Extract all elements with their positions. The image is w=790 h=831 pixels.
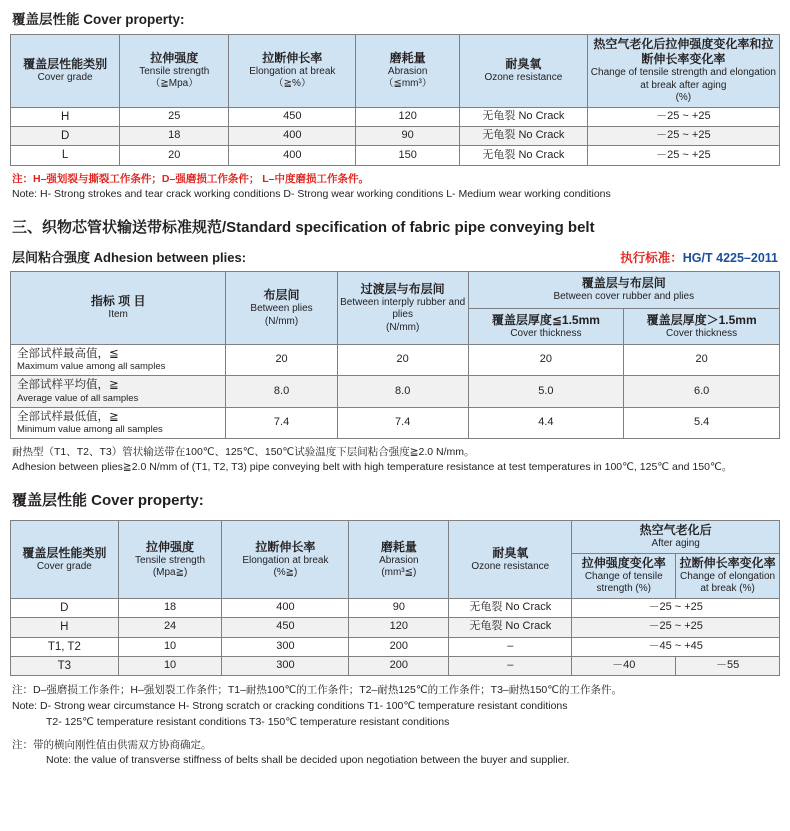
cell-aging-merged: －25 ~ +25 (572, 598, 780, 617)
table-header-row (11, 521, 780, 554)
cell-thickness-gt: 5.4 (624, 407, 780, 438)
cover-property-table-1 (10, 34, 780, 166)
adhesion-table (10, 271, 780, 439)
cell-grade: H (11, 618, 119, 637)
cell-tensile: 18 (120, 126, 229, 145)
standard-code (620, 248, 778, 266)
cell-thickness-le: 20 (468, 345, 624, 376)
cell-aging: －25 ~ +25 (587, 146, 779, 165)
table-header-row (11, 35, 780, 108)
col-ozone-resistance: 耐臭氧 Ozone resistance (460, 35, 588, 108)
cell-between-plies: 7.4 (226, 407, 338, 438)
cell-tensile: 18 (118, 598, 222, 617)
cell-abrasion: 200 (349, 637, 449, 656)
cell-ozone: – (449, 637, 572, 656)
cell-ozone: 无龟裂 No Crack (449, 598, 572, 617)
col-aging-tensile-change: 拉伸强度变化率 Change of tensile strength (%) (572, 553, 676, 598)
col-tensile-strength: 拉伸强度 Tensile strength （≧Mpa） (120, 35, 229, 108)
table-row (11, 407, 780, 438)
cell-abrasion: 120 (356, 107, 460, 126)
adhesion-subtitle: 层间粘合强度 Adhesion between plies: (12, 250, 247, 266)
table-row (11, 376, 780, 407)
cell-aging-tensile: －40 (572, 656, 676, 675)
section3-note-2 (12, 738, 780, 770)
cell-elongation: 300 (222, 637, 349, 656)
cell-tensile: 10 (118, 637, 222, 656)
note-cn-text: 注：H–强划裂与撕裂工作条件；D–强磨损工作条件； L–中度磨损工作条件。 (12, 172, 370, 185)
col-tensile-strength: 拉伸强度 Tensile strength (Mpa≧) (118, 521, 222, 599)
col-abrasion: 磨耗量 Abrasion （≦mm³） (356, 35, 460, 108)
section2-title: 三、织物芯管状输送带标准规范/Standard specification of fabric pipe conveying belt (12, 219, 595, 237)
col-cover-and-plies: 覆盖层与布层间 Between cover rubber and plies (468, 272, 779, 309)
cell-abrasion: 90 (356, 126, 460, 145)
cell-tensile: 25 (120, 107, 229, 126)
cell-thickness-le: 4.4 (468, 407, 624, 438)
cell-elongation: 450 (229, 107, 356, 126)
cell-between-plies: 8.0 (226, 376, 338, 407)
standard-value: HG/T 4225–2011 (682, 251, 778, 266)
cell-elongation: 400 (222, 598, 349, 617)
cell-ozone: 无龟裂 No Crack (449, 618, 572, 637)
section3-title: 覆盖层性能 Cover property: (12, 492, 204, 510)
section1-title: 覆盖层性能 Cover property: (12, 12, 185, 27)
cell-ozone: 无龟裂 No Crack (460, 146, 588, 165)
col-interply-rubber: 过渡层与布层间 Between interply rubber and plies (N/mm) (337, 272, 468, 345)
cell-abrasion: 90 (349, 598, 449, 617)
cell-aging-merged: －25 ~ +25 (572, 618, 780, 637)
col-item: 指标 项 目 Item (11, 272, 226, 345)
note2-cn-text: 注：带的横向刚性值由供需双方协商确定。 (12, 738, 212, 751)
cell-thickness-le: 5.0 (468, 376, 624, 407)
cell-elongation: 450 (222, 618, 349, 637)
cover-property-table-2 (10, 520, 780, 676)
col-ozone-resistance: 耐臭氧 Ozone resistance (449, 521, 572, 599)
section2-note (12, 445, 780, 475)
note-en-text-line2: T2- 125℃ temperature resistant conditions T3- 150℃ temperature resistant conditions (46, 715, 450, 728)
col-cover-grade: 覆盖层性能类别 Cover grade (11, 35, 120, 108)
cell-aging: －25 ~ +25 (587, 107, 779, 126)
cell-between-plies: 20 (226, 345, 338, 376)
col-elongation-at-break: 拉断伸长率 Elongation at break （≧%） (229, 35, 356, 108)
cell-ozone: 无龟裂 No Crack (460, 107, 588, 126)
cell-thickness-gt: 20 (624, 345, 780, 376)
note-cn-text: 注：D–强磨损工作条件；H–强划裂工作条件；T1–耐热100℃的工作条件；T2–耐热125℃的工作条件；T3–耐热150℃的工作条件。 (12, 684, 623, 697)
cell-interply: 8.0 (337, 376, 468, 407)
cell-elongation: 400 (229, 126, 356, 145)
cell-ozone: 无龟裂 No Crack (460, 126, 588, 145)
table-row (11, 107, 780, 126)
cell-interply: 20 (337, 345, 468, 376)
col-cover-grade: 覆盖层性能类别 Cover grade (11, 521, 119, 599)
col-after-aging: 热空气老化后 After aging (572, 521, 780, 554)
cell-thickness-gt: 6.0 (624, 376, 780, 407)
table-row (11, 637, 780, 656)
cell-interply: 7.4 (337, 407, 468, 438)
cell-abrasion: 200 (349, 656, 449, 675)
cell-grade: D (11, 126, 120, 145)
col-thickness-le: 覆盖层厚度≦1.5mm Cover thickness (468, 308, 624, 345)
cell-abrasion: 150 (356, 146, 460, 165)
cell-grade: T1, T2 (11, 637, 119, 656)
note-en-text: Note: H- Strong strokes and tear crack working conditions D- Strong wear working conditions L- Medium wear working conditions (12, 187, 611, 200)
cell-item: 全部试样最高值，≦ Maximum value among all samples (11, 345, 226, 376)
note-cn-text: 耐热型（T1、T2、T3）管状输送带在100℃、125℃、150℃试验温度下层间粘合强度≧2.0 N/mm。 (12, 445, 475, 458)
note-en-text-line1: Note: D- Strong wear circumstance H- Strong scratch or cracking conditions T1- 100℃ temperature resistant conditions (12, 700, 568, 712)
col-aging-change: 热空气老化后拉伸强度变化率和拉断伸长率变化率 Change of tensile strength and elongation at break after aging (%) (587, 35, 779, 108)
cell-grade: L (11, 146, 120, 165)
cell-item: 全部试样最低值，≧ Minimum value among all samples (11, 407, 226, 438)
cell-grade: D (11, 598, 119, 617)
cell-grade: H (11, 107, 120, 126)
col-elongation-at-break: 拉断伸长率 Elongation at break (%≧) (222, 521, 349, 599)
table-row (11, 146, 780, 165)
cell-aging-merged: －45 ~ +45 (572, 637, 780, 656)
col-abrasion: 磨耗量 Abrasion (mm³≦) (349, 521, 449, 599)
cell-abrasion: 120 (349, 618, 449, 637)
note2-en-text: Note: the value of transverse stiffness of belts shall be decided upon negotiation between the buyer and supplier. (46, 754, 570, 767)
table-row (11, 656, 780, 675)
standard-row (12, 247, 778, 266)
note-en-text: Adhesion between plies≧2.0 N/mm of (T1, T2, T3) pipe conveying belt with high temperature resistance at test temperatures in 100℃, 125℃ and 150℃。 (12, 461, 733, 474)
table-row (11, 618, 780, 637)
cell-elongation: 300 (222, 656, 349, 675)
cell-ozone: – (449, 656, 572, 675)
section3-note-1 (12, 683, 780, 730)
cell-elongation: 400 (229, 146, 356, 165)
col-between-plies: 布层间 Between plies (N/mm) (226, 272, 338, 345)
col-thickness-gt: 覆盖层厚度＞1.5mm Cover thickness (624, 308, 780, 345)
cell-aging: －25 ~ +25 (587, 126, 779, 145)
cell-grade: T3 (11, 656, 119, 675)
col-aging-elongation-change: 拉断伸长率变化率 Change of elongation at break (%) (676, 553, 780, 598)
standard-label: 执行标准： (620, 251, 683, 266)
table-row (11, 126, 780, 145)
cell-tensile: 10 (118, 656, 222, 675)
cell-aging-elongation: －55 (676, 656, 780, 675)
cell-tensile: 20 (120, 146, 229, 165)
cell-item: 全部试样平均值，≧ Average value of all samples (11, 376, 226, 407)
section1-note (12, 172, 780, 202)
table-header-row (11, 272, 780, 309)
table-row (11, 598, 780, 617)
table-row (11, 345, 780, 376)
cell-tensile: 24 (118, 618, 222, 637)
